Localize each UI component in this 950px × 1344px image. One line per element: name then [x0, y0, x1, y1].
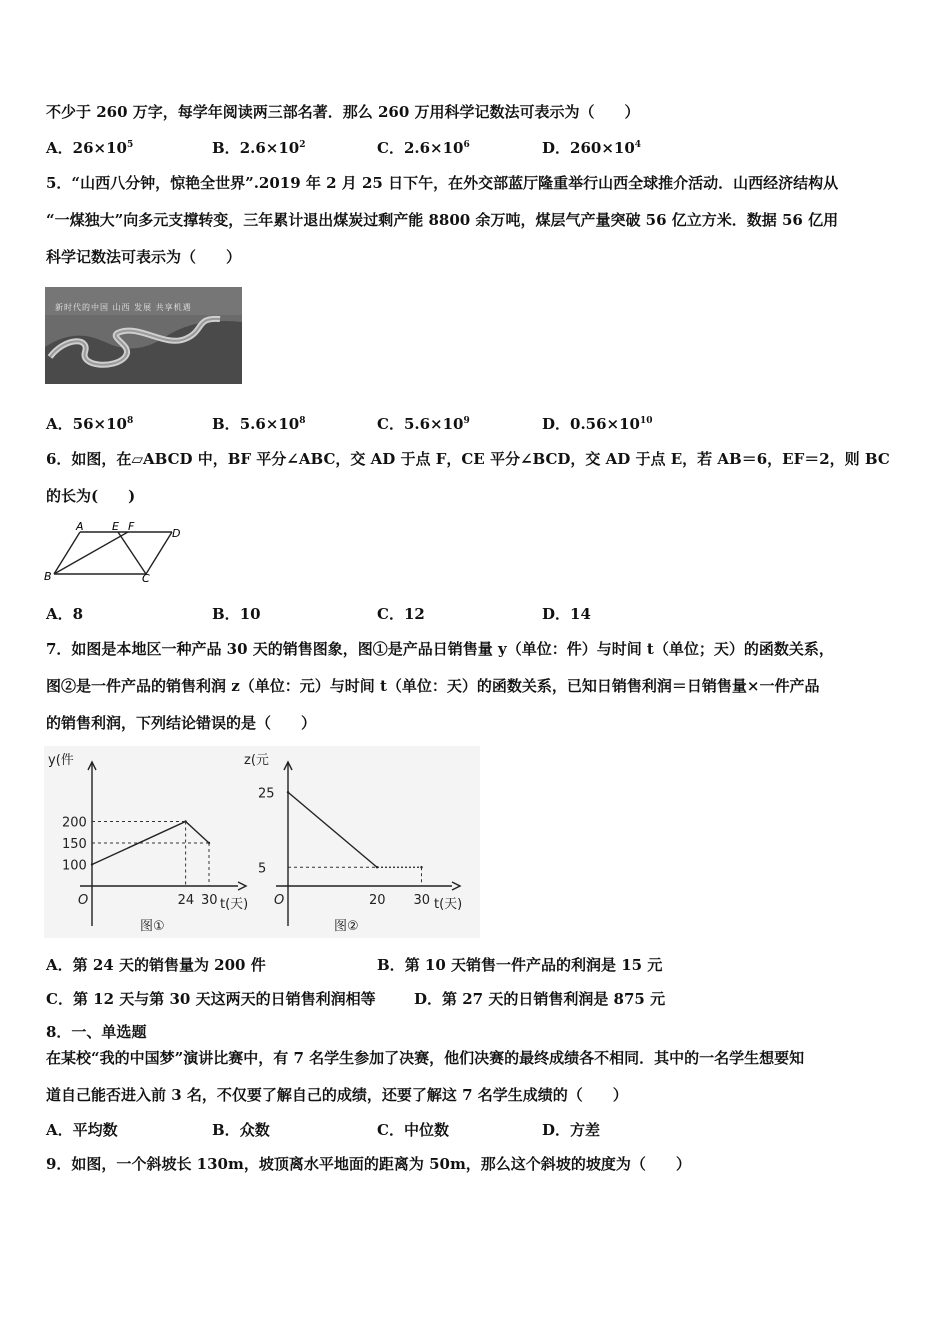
- segment-cd: [146, 532, 172, 574]
- x-axis-label: t(天): [434, 897, 463, 912]
- q7-option-d: D．第 27 天的日销售利润是 875 元: [414, 990, 666, 1008]
- q8-option-c: C．中位数: [377, 1121, 449, 1139]
- segment-ab: [54, 532, 80, 574]
- q6-option-b: B．10: [212, 605, 261, 623]
- q8-option-d: D．方差: [542, 1121, 601, 1139]
- segment-bf: [54, 532, 128, 574]
- q4-option-a: A．$26\times 10^5$: [46, 139, 134, 157]
- q5-option-d: D．$0.56\times 10^{10}$: [542, 415, 653, 433]
- y-tick-label: 100: [62, 858, 87, 874]
- x-tick-label: 30: [413, 893, 431, 908]
- y-axis-label: y(件: [48, 753, 74, 768]
- q8-option-b: B．众数: [212, 1121, 270, 1139]
- photo-caption: 新时代的中国 山西 发展 共享机遇: [55, 303, 192, 312]
- y-tick-label: 25: [258, 786, 275, 802]
- q5-option-c: C．$5.6\times 10^9$: [377, 415, 470, 433]
- q8-stem-line-2: 道自己能否进入前 3 名，不仅要了解自己的成绩，还要了解这 7 名学生成绩的（ ）: [46, 1086, 628, 1104]
- parallelogram-figure: [44, 518, 184, 586]
- x-tick-label: 24: [177, 893, 195, 908]
- q6-stem-line-1: 6．如图，在▱ABCD 中，BF 平分∠ABC，交 AD 于点 F，CE 平分∠BCD，交 AD 于点 E，若 AB＝6，EF＝2，则 BC: [46, 450, 890, 468]
- label-f: F: [128, 520, 135, 533]
- q4-option-c: C．$2.6\times 10^6$: [377, 139, 470, 157]
- q7-stem-line-1: 7．如图是本地区一种产品 30 天的销售图象，图①是产品日销售量 y（单位：件）与时间 t（单位；天）的函数关系，: [46, 640, 834, 658]
- q4-stem: 不少于 260 万字，每学年阅读两三部名著．那么 260 万用科学记数法可表示为（ ）: [46, 103, 640, 121]
- q5-stem-line-2: “一煤独大”向多元支撑转变，三年累计退出煤炭过剩产能 8800 余万吨，煤层气产量突破 56 亿立方米．数据 56 亿用: [46, 211, 839, 229]
- x-tick-label: 20: [369, 893, 386, 908]
- q8-stem-line-1: 在某校“我的中国梦”演讲比赛中，有 7 名学生参加了决赛，他们决赛的最终成绩各不相同．其中的一名学生想要知: [46, 1049, 805, 1067]
- q9-stem: 9．如图，一个斜坡长 130m，坡顶离水平地面的距离为 50m，那么这个斜坡的坡度为（ ）: [46, 1155, 691, 1173]
- origin-label: O: [78, 893, 89, 908]
- q7-option-b: B．第 10 天销售一件产品的利润是 15 元: [377, 956, 663, 974]
- origin-label: O: [274, 893, 285, 908]
- y-tick-label: 200: [62, 815, 87, 831]
- q6-option-a: A．8: [46, 605, 84, 623]
- label-e: E: [112, 520, 119, 533]
- q6-stem-line-2: 的长为( ): [46, 487, 136, 505]
- y-tick-label: 150: [62, 837, 87, 852]
- y-axis-label: z(元: [244, 753, 269, 768]
- data-point: [91, 863, 93, 865]
- q5-stem-line-1: 5．“山西八分钟，惊艳全世界”.2019 年 2 月 25 日下午，在外交部蓝厅隆重举行山西全球推介活动．山西经济结构从: [46, 174, 839, 192]
- data-point: [287, 791, 289, 793]
- chart-caption: 图①: [140, 919, 165, 934]
- q7-option-c: C．第 12 天与第 30 天这两天的日销售利润相等: [46, 990, 376, 1008]
- segment-ce: [118, 532, 146, 574]
- q7-option-a: A．第 24 天的销售量为 200 件: [46, 956, 266, 974]
- q8-option-a: A．平均数: [46, 1121, 118, 1139]
- chart-sales-volume: [44, 746, 266, 938]
- q5-option-a: A．$56\times 10^8$: [46, 415, 134, 433]
- q4-option-b: B．$2.6\times 10^2$: [212, 139, 306, 157]
- label-b: B: [44, 570, 52, 583]
- q6-option-d: D．14: [542, 605, 591, 623]
- x-tick-label: 30: [201, 893, 218, 908]
- q4-option-d: D．$260\times 10^4$: [542, 139, 642, 157]
- q8-heading: 8．一、单选题: [46, 1023, 147, 1041]
- q7-stem-line-3: 的销售利润，下列结论错误的是（ ）: [46, 714, 317, 732]
- q5-stem-line-3: 科学记数法可表示为（ ）: [46, 248, 242, 266]
- label-c: C: [142, 572, 150, 585]
- q7-stem-line-2: 图②是一件产品的销售利润 z（单位：元）与时间 t（单位：天）的函数关系，已知日销售利润＝日销售量×一件产品: [46, 677, 820, 695]
- label-d: D: [172, 527, 181, 540]
- chart-unit-profit: [244, 746, 480, 938]
- q6-option-c: C．12: [377, 605, 425, 623]
- y-tick-label: 5: [258, 861, 267, 877]
- x-axis-label: t(天): [220, 897, 249, 912]
- q5-river-photo: [45, 287, 242, 384]
- q5-option-b: B．$5.6\times 10^8$: [212, 415, 306, 433]
- chart-caption: 图②: [334, 919, 359, 934]
- label-a: A: [76, 520, 84, 533]
